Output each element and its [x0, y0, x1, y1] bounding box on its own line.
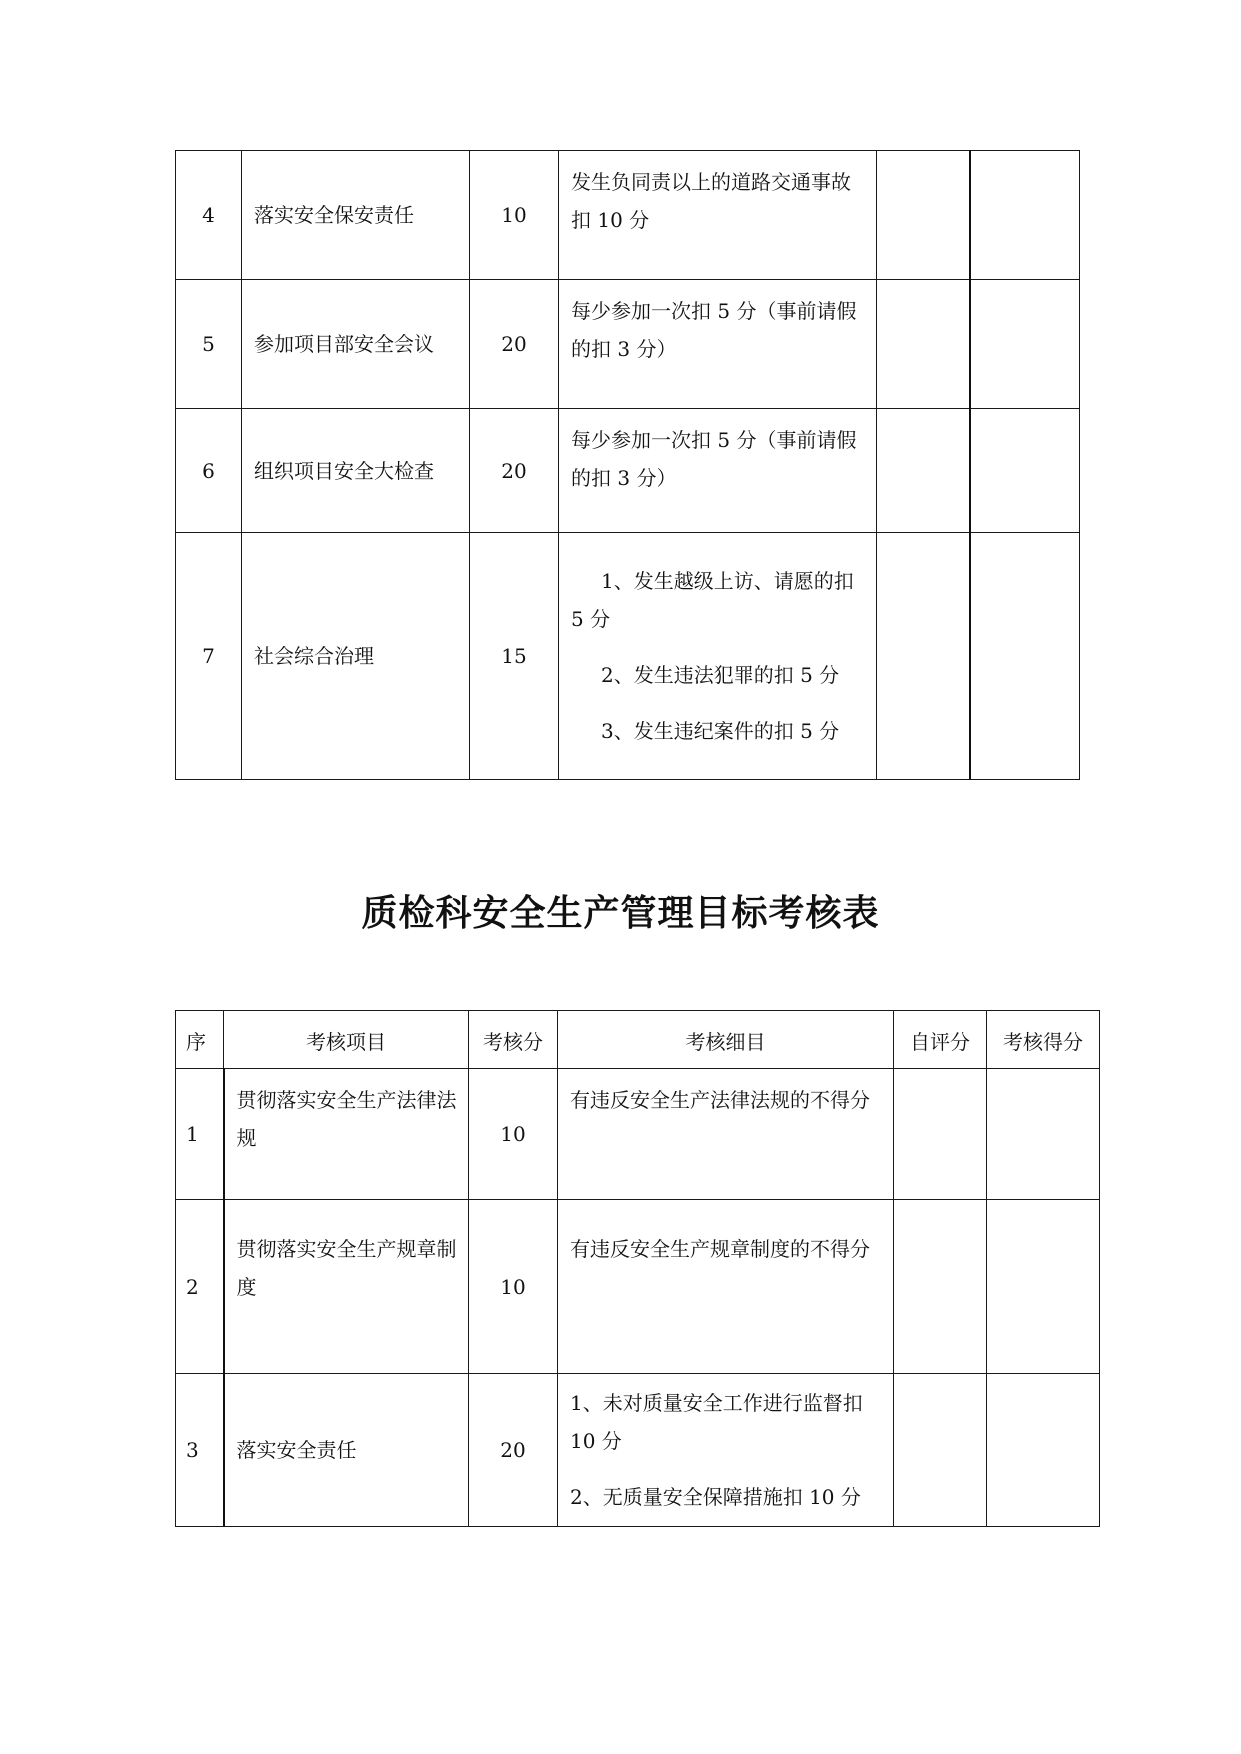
- assessment-item: 贯彻落实安全生产法律法规: [224, 1069, 469, 1200]
- table-row: [176, 151, 1080, 280]
- page-title: 质检科安全生产管理目标考核表: [361, 893, 880, 934]
- table-row: [176, 533, 1080, 780]
- detail-line: 有违反安全生产规章制度的不得分: [570, 1237, 870, 1261]
- table-row: [176, 409, 1080, 533]
- assessment-table-continued: [175, 150, 1080, 780]
- assessment-table: [175, 1010, 1100, 1527]
- self-score-cell: [877, 280, 970, 409]
- header-cell-final-score: 考核得分: [987, 1011, 1100, 1069]
- detail-line: 每少参加一次扣 5 分（事前请假的扣 3 分）: [571, 299, 857, 361]
- detail-line: 2、无质量安全保障措施扣 10 分: [570, 1485, 861, 1509]
- final-score-cell: [987, 1374, 1100, 1527]
- header-cell-score: 考核分: [469, 1011, 558, 1069]
- assessment-score: 10: [469, 1069, 558, 1200]
- assessment-score: 20: [470, 280, 559, 409]
- detail-line: 发生负同责以上的道路交通事故扣 10 分: [571, 170, 851, 232]
- row-number: 1: [176, 1069, 224, 1200]
- detail-line: 有违反安全生产法律法规的不得分: [570, 1088, 870, 1112]
- assessment-item: 落实安全责任: [224, 1374, 469, 1527]
- table-row: [176, 1069, 1100, 1200]
- assessment-score: 10: [470, 151, 559, 280]
- assessment-item: 参加项目部安全会议: [242, 280, 470, 409]
- assessment-item: 落实安全保安责任: [242, 151, 470, 280]
- assessment-detail: [559, 280, 877, 409]
- row-number: 6: [176, 409, 242, 533]
- assessment-detail: [559, 409, 877, 533]
- self-score-cell: [877, 533, 970, 780]
- final-score-cell: [970, 280, 1080, 409]
- row-number: 3: [176, 1374, 224, 1527]
- table-row: [176, 280, 1080, 409]
- assessment-item: 贯彻落实安全生产规章制度: [224, 1200, 469, 1374]
- header-row: [176, 1011, 1100, 1069]
- final-score-cell: [970, 151, 1080, 280]
- table-row: [176, 1200, 1100, 1374]
- row-number: 7: [176, 533, 242, 780]
- detail-line: 1、未对质量安全工作进行监督扣 10 分: [570, 1391, 863, 1453]
- assessment-detail: [558, 1374, 894, 1527]
- assessment-score: 15: [470, 533, 559, 780]
- assessment-score: 20: [469, 1374, 558, 1527]
- row-number: 2: [176, 1200, 224, 1374]
- detail-line: 3、发生违纪案件的扣 5 分: [601, 719, 840, 743]
- assessment-detail: [559, 533, 877, 780]
- self-score-cell: [877, 151, 970, 280]
- self-score-cell: [894, 1069, 987, 1200]
- final-score-cell: [987, 1069, 1100, 1200]
- assessment-detail: [558, 1200, 894, 1374]
- self-score-cell: [894, 1374, 987, 1527]
- assessment-score: 20: [470, 409, 559, 533]
- header-cell-detail: 考核细目: [558, 1011, 894, 1069]
- detail-line: 每少参加一次扣 5 分（事前请假的扣 3 分）: [571, 428, 857, 490]
- header-cell-item: 考核项目: [224, 1011, 469, 1069]
- detail-line: 1、发生越级上访、请愿的扣 5 分: [571, 569, 854, 631]
- header-cell-self-score: 自评分: [894, 1011, 987, 1069]
- table-row: [176, 1374, 1100, 1527]
- detail-line: 2、发生违法犯罪的扣 5 分: [601, 663, 840, 687]
- final-score-cell: [970, 533, 1080, 780]
- assessment-item: 社会综合治理: [242, 533, 470, 780]
- assessment-detail: [558, 1069, 894, 1200]
- header-cell-no: 序: [176, 1011, 224, 1069]
- assessment-score: 10: [469, 1200, 558, 1374]
- row-number: 4: [176, 151, 242, 280]
- row-number: 5: [176, 280, 242, 409]
- assessment-item: 组织项目安全大检查: [242, 409, 470, 533]
- final-score-cell: [970, 409, 1080, 533]
- final-score-cell: [987, 1200, 1100, 1374]
- self-score-cell: [877, 409, 970, 533]
- assessment-detail: [559, 151, 877, 280]
- self-score-cell: [894, 1200, 987, 1374]
